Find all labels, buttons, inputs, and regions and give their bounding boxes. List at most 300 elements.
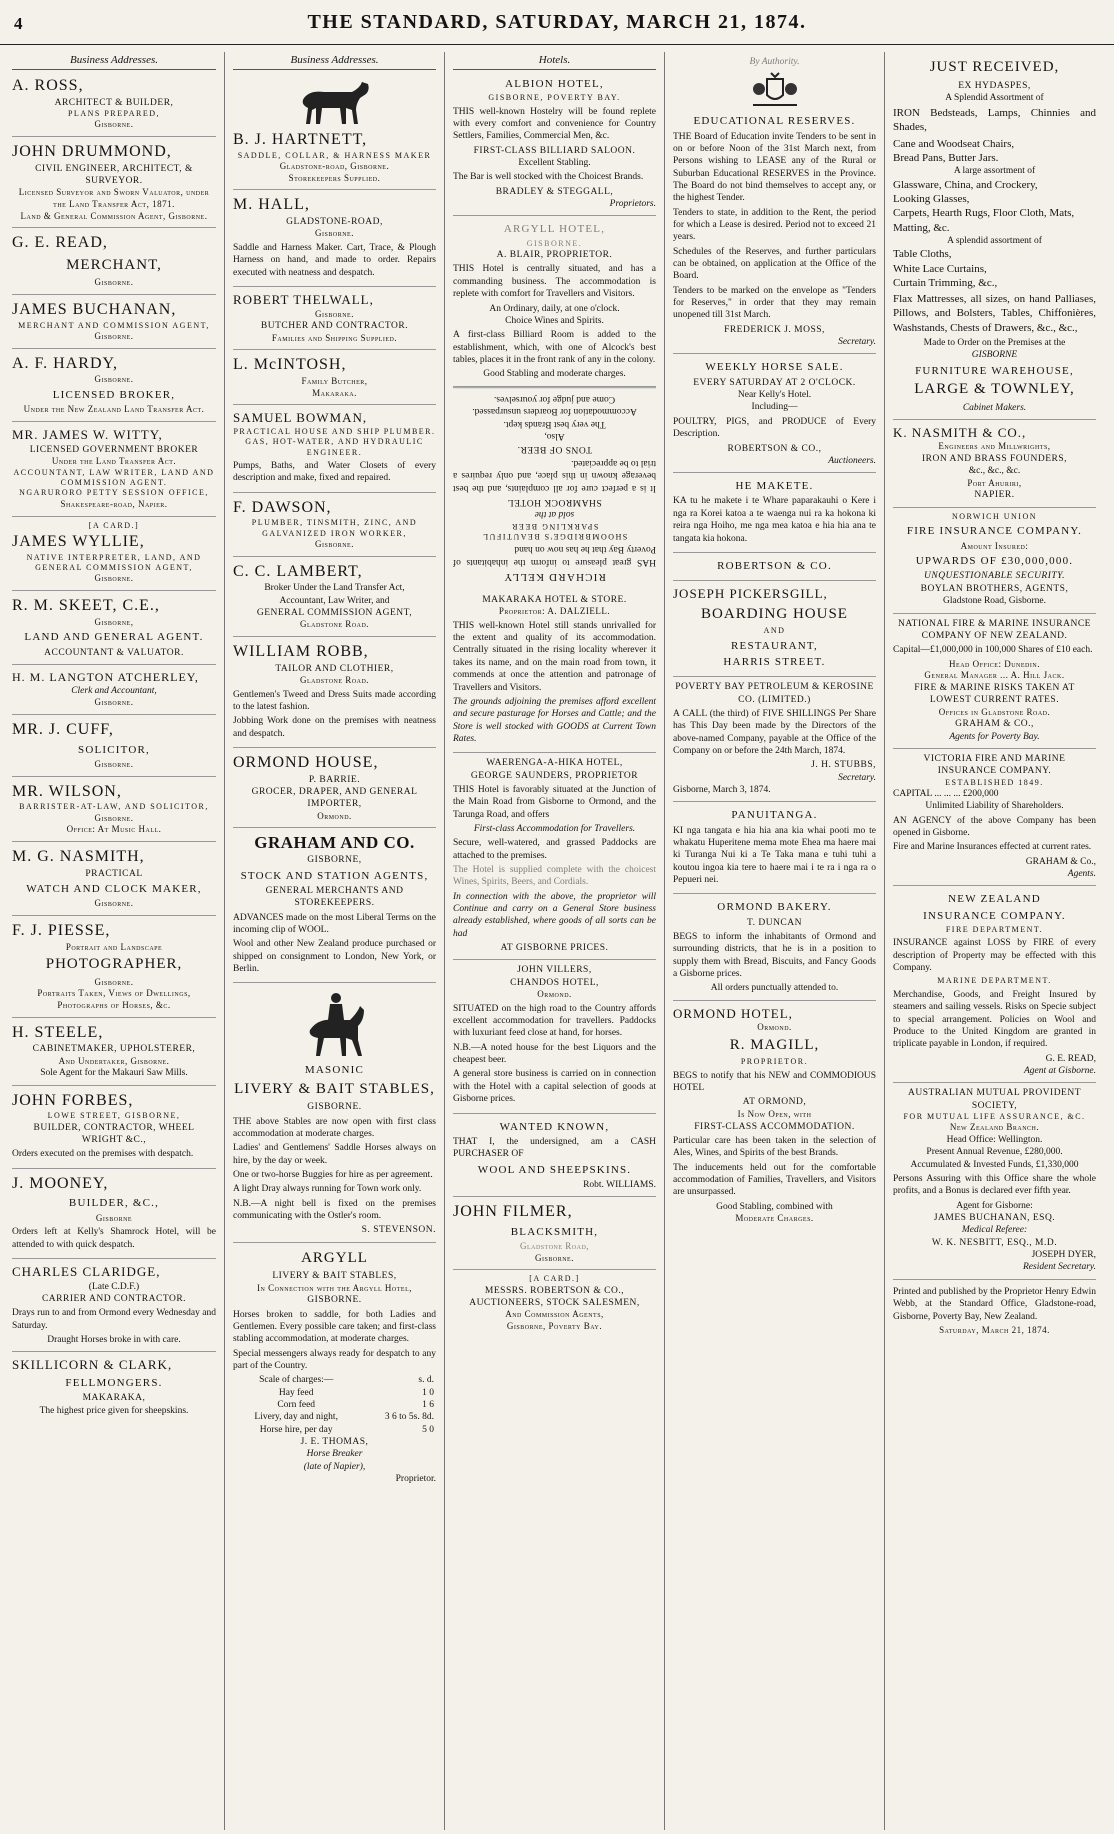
ad-name: CHARLES CLARIDGE, [12, 1264, 161, 1280]
ad-text: GISBORNE. [307, 1295, 362, 1306]
ad-text: Excellent Stabling. [518, 158, 591, 169]
ad-robertson-co [673, 553, 876, 581]
ad-text: Capital—£1,000,000 in 100,000 Shares of £10 each. [893, 645, 1093, 656]
ad-text: Gisborne. [94, 976, 134, 987]
ad-name: B. J. HARTNETT, [233, 131, 368, 148]
ad-text: RESTAURANT, [731, 639, 818, 652]
ad-text: GENERAL MERCHANTS AND STOREKEEPERS. [265, 886, 404, 909]
ad-text: Secure, well-watered, and grassed Paddocks are attached to the premises. [453, 838, 656, 861]
ad-text: LICENSED BROKER, [52, 389, 176, 402]
ad-text: Gisborne. [535, 1252, 574, 1263]
ad-text: Head Office: Wellington. [946, 1135, 1043, 1146]
ad-text: Gisborne. [94, 331, 134, 342]
ad-text: PLUMBER, TINSMITH, ZINC, AND GALVANIZED IRON WORKER, [251, 518, 418, 538]
ad-text: Agent for Gisborne: [956, 1200, 1033, 1211]
ad-text: Pumps, Baths, and Water Closets of every description and make, fixed and repaired. [233, 460, 436, 484]
rate-amount: 5 0 [422, 1424, 434, 1435]
ad-text: FIRST-CLASS ACCOMMODATION. [694, 1121, 855, 1132]
ad-text: MERCHANT AND COMMISSION AGENT, [18, 320, 210, 330]
ad-text: CAPITAL ... ... ... £200,000 [893, 789, 999, 800]
ad-text: Schedules of the Reserves, and further particulars can be obtained, on application at the Office of the Board. [673, 246, 876, 282]
ad-text: Under the Land Transfer Act. [51, 455, 177, 466]
rate-item: Livery, day and night, [254, 1412, 338, 1423]
ad-text: A light Dray always running for Town work only. [233, 1184, 422, 1195]
ad-name: M. HALL, [233, 196, 310, 214]
ad-text: FELLMONGERS. [65, 1376, 163, 1389]
ad-text: Gisborne. [94, 697, 134, 708]
ad-name: WANTED KNOWN, [499, 1120, 610, 1133]
ad-text: GEORGE SAUNDERS, PROPRIETOR [470, 770, 639, 781]
ad-text: Accommodation for Boarders unsurpassed. [472, 406, 637, 417]
rate-item: Hay feed [278, 1387, 314, 1398]
ad-thelwall [233, 287, 436, 350]
ad-text: Bread Pans, Butter Jars. [893, 152, 999, 165]
ad-name: MAKARAKA HOTEL & STORE. [482, 594, 627, 605]
ad-filmer [453, 1197, 656, 1270]
ad-text: Good Stabling, combined with [716, 1201, 833, 1212]
ad-text: BOARDING HOUSE [701, 605, 848, 622]
ad-text: Orders executed on the premises with despatch. [12, 1149, 194, 1160]
ad-text: GISBORNE. [307, 1102, 362, 1113]
ad-text: W. K. NESBITT, ESQ., M.D. [931, 1237, 1058, 1248]
ad-signature: BRADLEY & STEGGALL, [495, 186, 614, 197]
ad-text: An Ordinary, daily, at one o'clock. [489, 303, 620, 314]
ad-text: Orders left at Kelly's Shamrock Hotel, will be attended to with quick despatch. [12, 1227, 216, 1250]
ad-text: Offices in Gladstone Road. [938, 706, 1051, 717]
ad-text: First-class Accommodation for Travellers. [473, 823, 636, 834]
ad-hartnett [233, 71, 436, 190]
ad-text: GISBORNE [971, 350, 1018, 361]
ad-ormond-bakery [673, 894, 876, 1000]
ad-argyll-stables [233, 1243, 436, 1491]
ad-text: UNQUESTIONABLE SECURITY. [924, 571, 1065, 582]
ad-name: MASONIC [304, 1064, 365, 1077]
ad-name: ALBION HOTEL, [505, 78, 604, 90]
ad-name: K. NASMITH & CO., [893, 424, 1027, 440]
ad-text: Under the New Zealand Land Transfer Act. [23, 404, 205, 415]
ad-text: Curtain Trimming, &c., [893, 276, 998, 289]
ad-text: Including— [751, 402, 798, 413]
rate-amount: 1 6 [422, 1400, 434, 1410]
ad-text: A Splendid Assortment of [945, 92, 1044, 103]
ad-text: LIVERY & BAIT STABLES, [234, 1080, 435, 1097]
ad-text: SITUATED on the high road to the Country affords excellent accommodation for travellers. Paddocks with luxuriant feed close at hand, for horses. [453, 1003, 656, 1039]
ad-text: Ormond. [317, 810, 352, 821]
ad-text: Persons Assuring with this Office share the whole profits, and a Bonus is declared ever fifth year. [893, 1174, 1096, 1197]
ad-text: SOLICITOR, [78, 743, 150, 756]
rate-item: Horse hire, per day [259, 1424, 333, 1435]
ad-text: One or two-horse Buggies for hire as per agreement. [233, 1170, 433, 1180]
ad-name: NEW ZEALAND [948, 893, 1041, 906]
imprint-date: Saturday, March 21, 1874. [939, 1324, 1050, 1335]
ad-text: TONS OF BEER. [517, 443, 592, 454]
ad-text: (late of Napier), [303, 1461, 366, 1472]
ad-text: INSURANCE against LOSS by FIRE of every description of Property may be effected with this Company. [893, 938, 1096, 974]
ad-drummond [12, 137, 216, 228]
ad-text: Drays run to and from Ormond every Wednesday and Saturday. [12, 1308, 216, 1331]
ad-name: WILLIAM ROBB, [233, 643, 369, 661]
ad-text: Proprietor. [395, 1474, 436, 1485]
ad-text: N.B.—A noted house for the best Liquors and the cheapest beer. [453, 1042, 656, 1066]
ad-text: THIS well-known Hotel still stands unrivalled for the extent and quality of its accommodation. Centrally situated in the rising locality wherever it takes its name, and on the main road from town, it commends at once the attention and patronage of Travellers and Visitors. [453, 620, 656, 693]
ad-text: INSURANCE COMPANY. [923, 909, 1066, 922]
ad-name: ORMOND HOUSE, [233, 754, 379, 772]
ad-text: Family Butcher, [301, 375, 368, 386]
ad-text: Is Now Open, with [737, 1108, 812, 1119]
ad-text: R. MAGILL, [729, 1036, 820, 1053]
rate-amount: 1 0 [422, 1387, 434, 1398]
ad-name: JUST RECEIVED, [929, 59, 1060, 75]
ad-text: P. BARRIE. [308, 774, 361, 785]
ad-text: CABINETMAKER, UPHOLSTERER, [32, 1044, 196, 1055]
ad-makaraka-hotel [453, 590, 656, 753]
ad-text: Gladstone-road, Gisborne. [279, 160, 390, 171]
ad-text: THIS well-known Hostelry will be found replete with every comfort and convenience for Country Settlers, Families, Commercial Men, &c. [453, 106, 656, 142]
ad-text: GISBORNE. [526, 238, 583, 248]
ad-name: JAMES BUCHANAN, [12, 301, 177, 319]
ad-text: Accountant, Law Writer, and [279, 595, 390, 606]
table-row [233, 1374, 436, 1386]
ad-text: GISBORNE, [307, 855, 362, 866]
ad-text: The Bar is well stocked with the Choicest Brands. [453, 172, 644, 183]
ad-signature: ROBERTSON & CO., [727, 443, 822, 454]
ad-petroleum [673, 677, 876, 802]
ad-name: SAMUEL BOWMAN, [233, 410, 368, 426]
ad-text: The grounds adjoining the premises afford excellent and secure pasturage for Horses and Cattle; and the Store is well stocked with GOODS at Current Town Rates. [453, 696, 656, 744]
ad-name: L. McINTOSH, [233, 356, 347, 374]
ad-text: Gisborne [95, 1212, 133, 1223]
ad-name: EDUCATIONAL RESERVES. [693, 115, 856, 128]
ad-name: A. ROSS, [12, 77, 84, 94]
ad-text: FOR MUTUAL LIFE ASSURANCE, &C. [903, 1111, 1086, 1121]
ad-text: The highest price given for sheepskins. [39, 1405, 189, 1416]
ad-name: JOHN FILMER, [453, 1203, 573, 1221]
rates-table [233, 1374, 436, 1436]
ad-text: In connection with the above, the proprietor will Continue and carry on a General Store business already established, where goods of all sorts can be had [453, 891, 656, 939]
ad-signature: GRAHAM & CO., [955, 719, 1034, 730]
ad-text: PRACTICAL HOUSE AND SHIP PLUMBER. [233, 426, 436, 436]
ad-text: THIS Hotel is favorably situated at the Junction of the Main Road from Gisborne to Ormond, and the Tarunga Road, and offers [453, 784, 656, 820]
ad-text: Jobbing Work done on the premises with neatness and despatch. [233, 716, 436, 739]
ad-text: Agents. [1067, 869, 1096, 880]
ad-text: GISBORNE, POVERTY BAY. [488, 93, 621, 103]
ad-text: General Manager ... A. Hill Jack. [924, 670, 1065, 681]
ad-text: NATIVE INTERPRETER, LAND, AND GENERAL COMMISSION AGENT, [26, 552, 202, 572]
ad-text: BEGS to notify that his NEW and COMMODIOUS HOTEL [673, 1070, 876, 1094]
ad-signature: J. H. STUBBS, [811, 760, 876, 771]
ad-text: Gisborne. [94, 812, 134, 823]
ad-text: Auctioneers. [828, 455, 876, 466]
ad-text: And Undertaker, Gisborne. [58, 1055, 170, 1066]
ad-text: Broker Under the Land Transfer Act, [264, 583, 405, 594]
ad-text: Secretary. [838, 337, 876, 348]
ad-text: BLACKSMITH, [510, 1225, 599, 1238]
ad-text: Makaraka. [312, 387, 357, 398]
ad-signature: GRAHAM & Co., [1025, 856, 1096, 867]
ad-text: THE above Stables are now open with first class accommodation at moderate charges. [233, 1116, 436, 1139]
ad-name: J. MOONEY, [12, 1174, 109, 1192]
ad-text: AND [763, 626, 786, 636]
ad-name: MESSRS. ROBERTSON & CO., [484, 1285, 625, 1296]
ad-text: All orders punctually attended to. [710, 983, 839, 994]
ad-text: Proprietors. [609, 199, 656, 210]
ad-argyll-hotel [453, 216, 656, 386]
ad-name: ORMOND HOTEL, [673, 1005, 793, 1021]
ad-nasmith [12, 842, 216, 916]
ad-text: UPWARDS OF £30,000,000. [915, 555, 1074, 568]
ad-piesse [12, 916, 216, 1018]
ad-forbes [12, 1086, 216, 1169]
ad-hardy [12, 349, 216, 422]
ad-name: ORMOND BAKERY. [717, 901, 832, 914]
ad-text: Carpets, Hearth Rugs, Floor Cloth, Mats, Matting, &c. [893, 207, 1075, 234]
ad-chandos-hotel [453, 960, 656, 1113]
ad-just-received [893, 52, 1096, 420]
ad-bowman [233, 405, 436, 492]
ad-text: THE Board of Education invite Tenders to be sent in on or before Noon of the 31st March next, from Persons wishing to LEASE any of the Rural or Suburban Educational RESERVES in the Province. The Board do not bind themselves to accept any, or the highest Tender. [673, 131, 876, 204]
ad-text: GROCER, DRAPER, AND GENERAL IMPORTER, [251, 786, 418, 810]
ad-text: Unlimited Liability of Shareholders. [925, 801, 1064, 812]
ad-text: BEGS to inform the inhabitants of Ormond and surrounding districts, that he is in a position to supply them with Bread, Biscuits, and Fancy Goods a Gisborne prices. [673, 931, 876, 979]
page-number: 4 [14, 14, 23, 33]
ad-name: JOHN DRUMMOND, [12, 143, 172, 161]
ad-wyllie [12, 517, 216, 591]
ad-text: ESTABLISHED 1849. [945, 777, 1044, 787]
rate-item: Corn feed [277, 1400, 316, 1410]
ad-text: LICENSED GOVERNMENT BROKER [29, 444, 199, 455]
ad-text: Near Kelly's Hotel. [737, 390, 812, 401]
ad-name: SKILLICORN & CLARK, [12, 1357, 173, 1373]
table-row [233, 1399, 436, 1411]
ad-text: Portraits Taken, Views of Dwellings, Photographs of Horses, &c. [37, 988, 191, 1011]
ad-text: EX HYDASPES, [958, 80, 1031, 91]
ad-text: Tenders to be marked on the envelope as "Tenders for Reserves," in order that they may remain unopened till 31st March. [673, 285, 876, 321]
ad-name: JOHN FORBES, [12, 1091, 134, 1109]
ad-text: Gladstone Road. [299, 619, 370, 630]
ad-ormond-hotel [673, 1001, 876, 1230]
ad-text: FIRE & MARINE RISKS TAKEN AT LOWEST CURRENT RATES. [914, 682, 1075, 706]
ad-buchanan [12, 295, 216, 349]
ad-text: GENERAL COMMISSION AGENT, [256, 608, 413, 618]
ad-text: Ladies' and Gentlemens' Saddle Horses always on hire, by the day or week. [233, 1143, 436, 1166]
horse-illustration [233, 78, 436, 126]
ad-text: Wool and other New Zealand produce purchased or shipped on consignment to London, New York, or Berlin. [233, 939, 436, 975]
ad-name: G. E. READ, [12, 234, 108, 252]
ad-text: Gisborne. [315, 539, 354, 550]
ad-name: JOSEPH PICKERSGILL, [673, 586, 828, 602]
ad-text: Amount Insured: [960, 540, 1029, 551]
ad-text: PRACTICAL [85, 868, 143, 879]
ad-name: WAERENGA-A-HIKA HOTEL, [486, 758, 623, 769]
ad-text: Gladstone Road, [519, 1241, 590, 1252]
ad-text: CIVIL ENGINEER, ARCHITECT, & SURVEYOR. [35, 163, 193, 186]
ad-read [12, 228, 216, 295]
ad-name: M. G. NASMITH, [12, 848, 145, 866]
rates-units: s. d. [418, 1375, 434, 1386]
section-heading: Hotels. [453, 52, 656, 70]
coat-of-arms-illustration [673, 71, 876, 111]
ad-text: ACCOUNTANT & VALUATOR. [44, 647, 184, 658]
ad-text: NGARURORO PETTY SESSION OFFICE, [19, 488, 209, 498]
ad-text: LIVERY & BAIT STABLES, [272, 1271, 397, 1282]
ad-name: GRAHAM AND CO. [254, 833, 415, 853]
ad-text: Gisborne. [315, 308, 354, 319]
ad-text: Licensed Surveyor and Sworn Valuator, under the Land Transfer Act, 1871. [18, 187, 210, 209]
ad-text: Tenders to state, in addition to the Rent, the period for which a Lease is desired. Period not to exceed 21 years. [673, 207, 876, 243]
ad-hall [233, 190, 436, 287]
ad-text: BUILDER, &C., [68, 1197, 160, 1210]
ad-text: Office: At Music Hall. [66, 824, 162, 835]
ad-text: Good Stabling and moderate charges. [483, 369, 626, 380]
ad-steele [12, 1018, 216, 1086]
ad-name: JOHN VILLERS, [517, 965, 592, 976]
ad-pickersgill [673, 581, 876, 677]
ad-text: A general store business is carried on in connection with the Hotel with a capital selection of goods at Gisborne prices. [453, 1069, 656, 1105]
ad-signature: G. E. READ, [1045, 1053, 1096, 1064]
ad-text: ARCHITECT & BUILDER, [54, 97, 174, 108]
section-heading: Business Addresses. [233, 52, 436, 70]
column-3 [444, 52, 664, 1830]
ad-text: Fire and Marine Insurances effected at current rates. [893, 842, 1092, 853]
ad-text: Land & General Commission Agent, Gisborne. [20, 210, 208, 221]
ad-text: Gisborne, [94, 616, 134, 627]
ad-text: Gisborne. [94, 759, 134, 769]
ad-text: &c., &c., &c. [968, 466, 1021, 477]
ad-text: STOCK AND STATION AGENTS, [240, 869, 429, 882]
ad-text: LOWE STREET, GISBORNE, [47, 1111, 181, 1121]
ad-name: ROBERTSON & CO. [717, 559, 832, 572]
ad-text: HAS great pleasure to inform the inhabitants of Poverty Bay that he has now on hand [453, 544, 656, 567]
ad-text: POULTRY, PIGS, and PRODUCE of Every Description. [673, 416, 876, 440]
ad-name: R. M. SKEET, C.E., [12, 596, 160, 614]
ad-name: H. STEELE, [12, 1023, 104, 1041]
ad-amp-society [893, 1083, 1096, 1280]
ad-skillicorn [12, 1352, 216, 1422]
ad-name: VICTORIA FIRE AND MARINE INSURANCE COMPANY. [923, 753, 1066, 777]
ad-name: PANUITANGA. [731, 809, 818, 822]
columns [4, 52, 1108, 1830]
ad-text: Gentlemen's Tweed and Dress Suits made according to the latest fashion. [233, 689, 436, 712]
ad-name: F. J. PIESSE, [12, 921, 111, 939]
ad-text: Gladstone Road, Gisborne. [943, 596, 1046, 607]
ad-text: CARRIER AND CONTRACTOR. [41, 1293, 187, 1304]
ad-skeet [12, 591, 216, 665]
ad-wilson [12, 777, 216, 842]
ad-text: Glassware, China, and Crockery, [893, 178, 1038, 191]
ad-text: KA tu he makete i te Whare paparakauhi o Kere i nga ra Korei katoa a te waenga nui ra ka hokona ki reira nga Hoiho, me nga mea katoa e hia hia ana te tangata kia hokona. [673, 496, 876, 544]
ad-text: TAILOR AND CLOTHIER, [275, 663, 394, 674]
ad-text: Clerk and Accountant, [71, 686, 157, 697]
ad-name: AUSTRALIAN MUTUAL PROVIDENT SOCIETY, [907, 1088, 1082, 1111]
ad-text: A large assortment of [953, 166, 1036, 177]
ad-name: MR. WILSON, [12, 782, 122, 800]
table-row [233, 1424, 436, 1436]
ad-signature: J. E. THOMAS, [300, 1437, 369, 1448]
ad-name: C. C. LAMBERT, [233, 562, 363, 580]
ad-wanted-known [453, 1114, 656, 1198]
ad-dawson [233, 493, 436, 557]
ad-text: MARINE DEPARTMENT. [937, 976, 1052, 986]
table-row [233, 1387, 436, 1399]
ad-text: The Hotel is supplied complete with the choicest Wines, Spirits, Beers, and Cordials. [453, 864, 656, 888]
ad-text: IRON AND BRASS FOUNDERS, [921, 454, 1068, 465]
ad-text: THIS Hotel is centrally situated, and has a commanding business. The accommodation is replete with comfort for Travellers and Visitors. [453, 264, 656, 300]
column-1 [4, 52, 224, 1830]
ad-robb [233, 637, 436, 748]
ad-name: RICHARD KELLY [503, 570, 606, 583]
ad-text: AT ORMOND, [742, 1097, 807, 1108]
ad-name: NATIONAL FIRE & MARINE INSURANCE COMPANY OF NEW ZEALAND. [898, 618, 1091, 641]
ad-text: LARGE & TOWNLEY, [914, 381, 1075, 398]
ad-text: Table Cloths, [893, 248, 952, 261]
ad-text: PHOTOGRAPHER, [45, 956, 183, 973]
ad-signature: FREDERICK J. MOSS, [724, 324, 825, 335]
ad-he-makete [673, 473, 876, 553]
ad-national-insurance [893, 614, 1096, 749]
ad-text: PROPRIETOR. [740, 1057, 809, 1067]
ad-ross [12, 71, 216, 137]
ad-text: Flax Mattresses, all sizes, on hand Palliases, Pillows, and Bolsters, Tables, Chiffonières, Washstands, Chests of Drawers, &c., &c., [893, 293, 1096, 334]
ad-text: SADDLE, COLLAR, & HARNESS MAKER [237, 150, 432, 160]
ad-signature: JOSEPH DYER, [1031, 1250, 1096, 1261]
ad-text: Come and judge for yourselves. [493, 393, 616, 404]
ad-text: GAS, HOT-WATER, AND HYDRAULIC ENGINEER. [245, 437, 424, 457]
ad-text: Gisborne, Poverty Bay. [506, 1321, 603, 1332]
ad-norwich-union [893, 508, 1096, 614]
ad-text: WATCH AND CLOCK MAKER, [26, 882, 202, 895]
ad-text: Draught Horses broke in with care. [47, 1334, 181, 1345]
section-heading: Business Addresses. [12, 52, 216, 70]
rider-illustration [233, 990, 436, 1060]
ad-text: Gisborne. [94, 898, 134, 909]
ad-signature: S. STEVENSON. [361, 1225, 436, 1236]
ad-atcherley [12, 665, 216, 715]
ad-text: sold at the [534, 509, 575, 519]
official-label: By Authority. [749, 57, 800, 67]
ad-text: And Commission Agents, [505, 1309, 604, 1320]
ad-text: Made to Order on the Premises at the [923, 338, 1066, 349]
ad-waerenga-hotel [453, 753, 656, 960]
ad-text: FIRE DEPARTMENT. [945, 925, 1044, 935]
ad-text: EVERY SATURDAY AT 2 O'CLOCK. [693, 377, 856, 388]
ad-text: Resident Secretary. [1023, 1262, 1096, 1273]
ad-victoria-insurance [893, 749, 1096, 886]
ad-text: A first-class Billiard Room is added to the establishment, which, with one of Alcock's best tables, places it in the front rank of any in the colony. [453, 330, 656, 365]
ad-text: Cabinet Makers. [962, 402, 1027, 413]
masthead [0, 0, 1114, 45]
ad-text: Head Office: Dunedin. [949, 658, 1040, 669]
ad-text: Gisborne. [94, 374, 134, 385]
ad-mooney [12, 1169, 216, 1259]
ad-text: Saddle and Harness Maker. Cart, Trace, & Plough Harness on hand, and made to order. Repairs executed with neatness and despatch. [233, 242, 436, 278]
ad-name: ARGYLL HOTEL, [503, 223, 606, 236]
ad-cuff [12, 715, 216, 777]
ad-text: SHAMROCK HOTEL [507, 496, 602, 507]
ad-text: Moderate Charges. [735, 1212, 814, 1223]
ad-text: White Lace Curtains, [893, 262, 987, 275]
ad-text: LAND AND GENERAL AGENT. [24, 631, 204, 644]
ad-text: A splendid assortment of [947, 235, 1042, 246]
ad-text: MERCHANT, [66, 256, 162, 273]
ad-text: Secretary. [838, 772, 876, 783]
ad-text: T. DUNCAN [747, 917, 802, 928]
ad-name: MR. JAMES W. WITTY, [12, 427, 163, 443]
ad-text: Merchandise, Goods, and Freight Insured by steamers and sailing vessels. Risks on Specie subject to special arrangement. Policies on Wool and Produce to the United Kingdom are granted in triplicate payable in London, if required. [893, 989, 1096, 1050]
ad-witty [12, 422, 216, 516]
ad-text: CHANDOS HOTEL, [510, 977, 599, 988]
ad-text: Families and Shipping Supplied. [271, 332, 398, 343]
ad-text: Gisborne. [94, 119, 134, 130]
